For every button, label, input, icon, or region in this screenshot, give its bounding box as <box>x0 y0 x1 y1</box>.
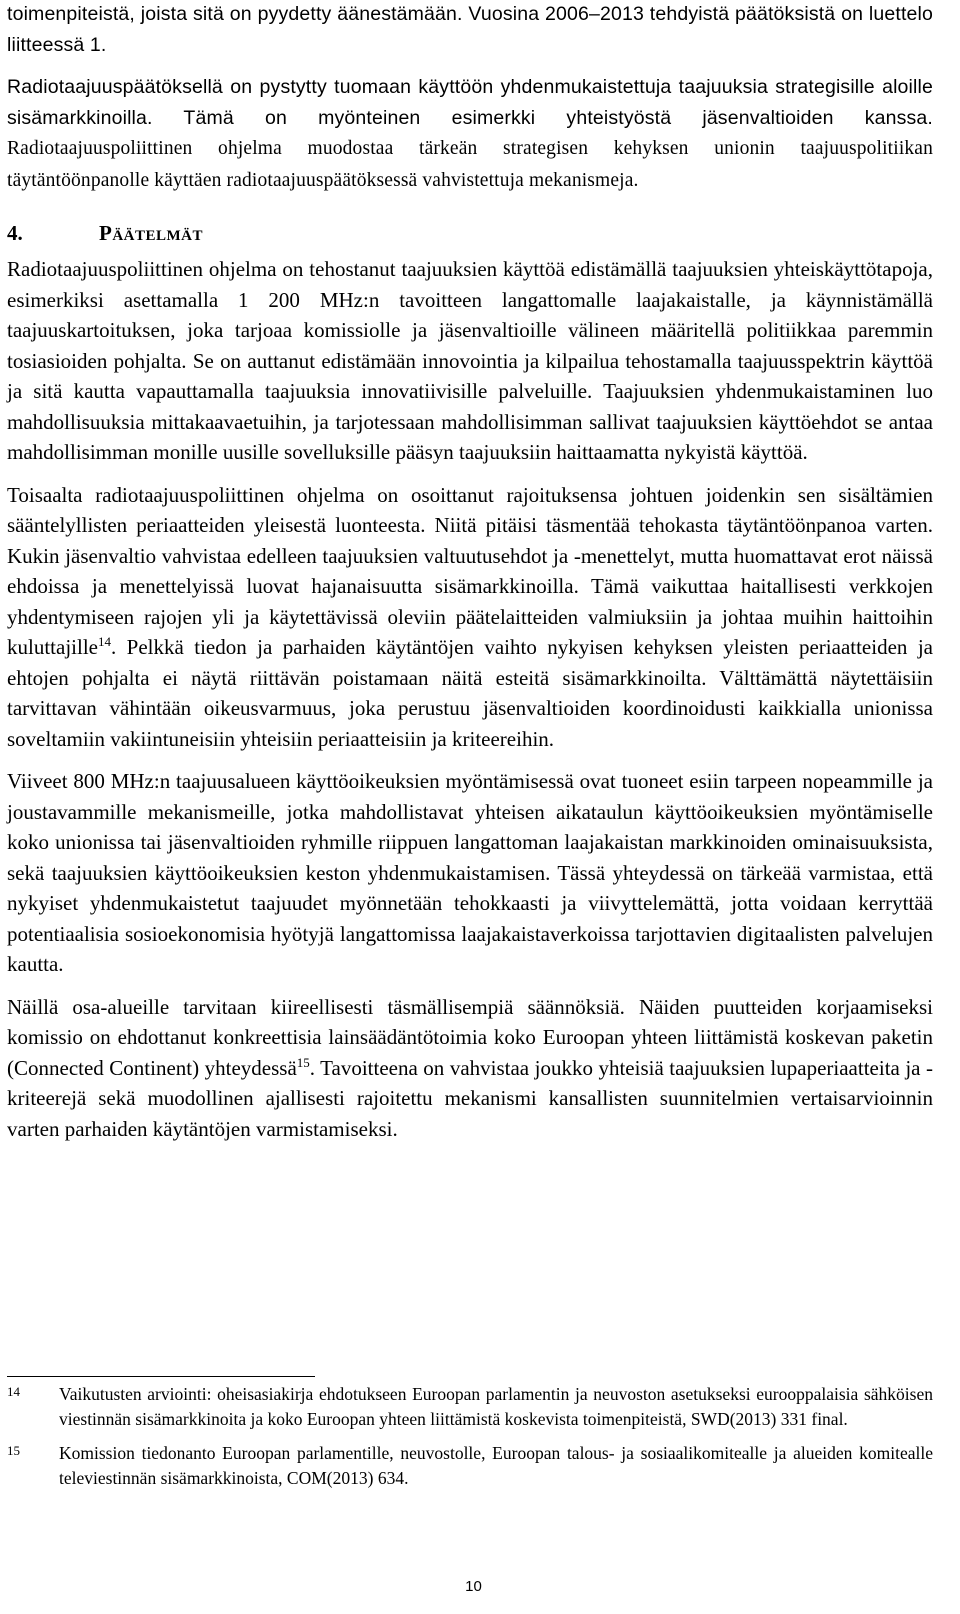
intro-paragraph <box>7 0 933 60</box>
rsd-paragraph-sans-text: Radiotaajuuspäätöksellä on pystytty tuomaan käyttöön yhdenmukaistettuja taajuuksia strategisille aloille sisämarkkinoilla. Tämä on myönteinen esimerkki yhteistyöstä jäsenvaltioiden kanssa. <box>7 76 933 129</box>
paragraph-text: Viiveet 800 MHz:n taajuusalueen käyttöoikeuksien myöntämisessä ovat tuoneet esiin tarpeen nopeammille ja joustavammille mekanismeille, jotka mahdollistavat yhteisen aikataulun käyttöoikeuksien myöntämiselle koko unionissa tai jäsenvaltioiden ryhmille riippuen langattoman laajakaistan markkinoiden ominaisuuksista, sekä taajuuksien käyttöoikeuksien keston yhdenmukaistamisen. Tässä yhteydessä on tärkeää varmistaa, että nykyiset yhdenmukaistetut taajuudet myönnetään tehokkaasti ja viivyttelemättä, jotta voidaan kerryttää potentiaalisia sosioekonomisia hyötyjä langattomissa laajakaistaverkoissa tarjottavien digitaalisten palvelujen kautta. <box>7 769 933 976</box>
paragraph-text: Näillä osa-alueille tarvitaan kiireellisesti täsmällisempiä säännöksiä. Näiden puutteiden korjaamiseksi komissio on ehdottanut konkreettisia lainsäädäntötoimia koko Euroopan yhteen liittämistä koskevan paketin (Connected Continent) yhteydessä <box>7 994 933 1080</box>
section-title: Päätelmät <box>99 221 204 245</box>
footnote-ref-14[interactable]: 14 <box>97 634 111 649</box>
paragraph-text: Toisaalta radiotaajuuspoliittinen ohjelma on osoittanut rajoituksensa johtuen joidenkin sen sisältämien sääntelyllisten periaatteiden yleisestä luonteesta. Niitä pitäisi täsmentää tehokasta täytäntöönpanoa varten. Kukin jäsenvaltio vahvistaa edelleen taajuuksien valtuutusehdot ja -menettelyt, mutta huomattavat erot näissä ehdoissa ja menettelyissä luovat hajanaisuutta sisämarkkinoilla. Tämä vaikuttaa haitallisesti verkkojen yhdentymiseen rajojen yli ja käytettävissä oleviin päätelaitteiden valmiuksiin ja johtaa muihin haittoihin kuluttajille <box>7 482 933 659</box>
conclusions-paragraph-1 <box>7 254 933 468</box>
section-number: 4. <box>7 221 23 245</box>
rsd-paragraph <box>7 72 933 196</box>
paragraph-text: . Pelkkä tiedon ja parhaiden käytäntöjen vaihto nykyisen kehyksen yleisten periaatteiden ja ehtojen pohjalta ei näytä riittävän poistamaan näitä esteitä sisämarkkinoilta. Välttämättä näytettäisiin tarvittavan vähintään oikeusvarmuus, joka perustuu jäsenvaltioiden koordinoidusti kaikkialla unionissa soveltamiin vakiintuneisiin yhteisiin periaatteisiin ja kriteereihin. <box>7 635 933 751</box>
conclusions-paragraph-4 <box>7 992 933 1145</box>
footnote-number: 15 <box>7 1443 20 1458</box>
conclusions-paragraph-2 <box>7 480 933 755</box>
paragraph-text: . Tavoitteena on vahvistaa joukko yhteisiä taajuuksien lupaperiaatteita ja -kriteerejä sekä muodollinen ajallisesti rajoitettu mekanismi kansallisten suunnitelmien vertaisarvioinnin varten parhaiden käytäntöjen varmistamiseksi. <box>7 1055 934 1141</box>
rsd-paragraph-serif-text: Radiotaajuuspoliittinen ohjelma muodostaa tärkeän strategisen kehyksen unionin taajuuspolitiikan täytäntöönpanolle käyttäen radiotaajuuspäätöksessä vahvistettuja mekanismeja. <box>7 138 933 191</box>
footnote-number: 14 <box>7 1384 20 1399</box>
footnote-text: Vaikutusten arviointi: oheisasiakirja ehdotukseen Euroopan parlamentin ja neuvoston asetukseksi eurooppalaisia sähköisen viestinnän sisämarkkinoita ja koko Euroopan yhteen liittämistä koskevista toimenpiteistä, SWD(2013) 331 final. <box>59 1384 933 1429</box>
footnote-text: Komission tiedonanto Euroopan parlamentille, neuvostolle, Euroopan talous- ja sosiaalikomitealle ja alueiden komitealle televiestinnän sisämarkkinoista, COM(2013) 634. <box>59 1443 933 1488</box>
paragraph-text: Radiotaajuuspoliittinen ohjelma on tehostanut taajuuksien käyttöä edistämällä taajuuksien yhteiskäyttötapoja, esimerkiksi asettamalla 1 200 MHz:n tavoitteen langattomalle laajakaistalle, ja käynnistämällä taajuuskartoituksen, joka tarjoaa komissiolle ja jäsenvaltioille välineen määritellä politiikkaa paremmin tosiasioiden pohjalta. Se on auttanut edistämään innovointia ja kilpailua tehostamalla taajuusspektrin käyttöä ja sitä kautta vapauttamalla taajuuksia innovatiivisille palveluille. Taajuuksien yhdenmukaistaminen luo mahdollisuuksia mittakaavaetuihin, ja tarjotessaan mahdollisimman sallivat taajuuksien käyttöehdot se antaa mahdollisimman monille uusille sovelluksille pääsyn taajuuksiin haittaamatta nykyistä käyttöä. <box>7 257 933 464</box>
footnote-15 <box>7 1441 933 1490</box>
footnote-ref-15[interactable]: 15 <box>296 1054 310 1070</box>
section-heading <box>7 218 933 248</box>
page-number: 10 <box>465 1578 482 1595</box>
footnotes <box>7 1382 933 1500</box>
footnote-14 <box>7 1382 933 1431</box>
conclusions-paragraph-3 <box>7 766 933 980</box>
footnote-divider <box>7 1376 315 1377</box>
intro-paragraph-text: toimenpiteistä, joista sitä on pyydetty äänestämään. Vuosina 2006–2013 tehdyistä päätöksistä on luettelo liitteessä 1. <box>7 3 933 56</box>
document-page <box>7 0 934 1595</box>
